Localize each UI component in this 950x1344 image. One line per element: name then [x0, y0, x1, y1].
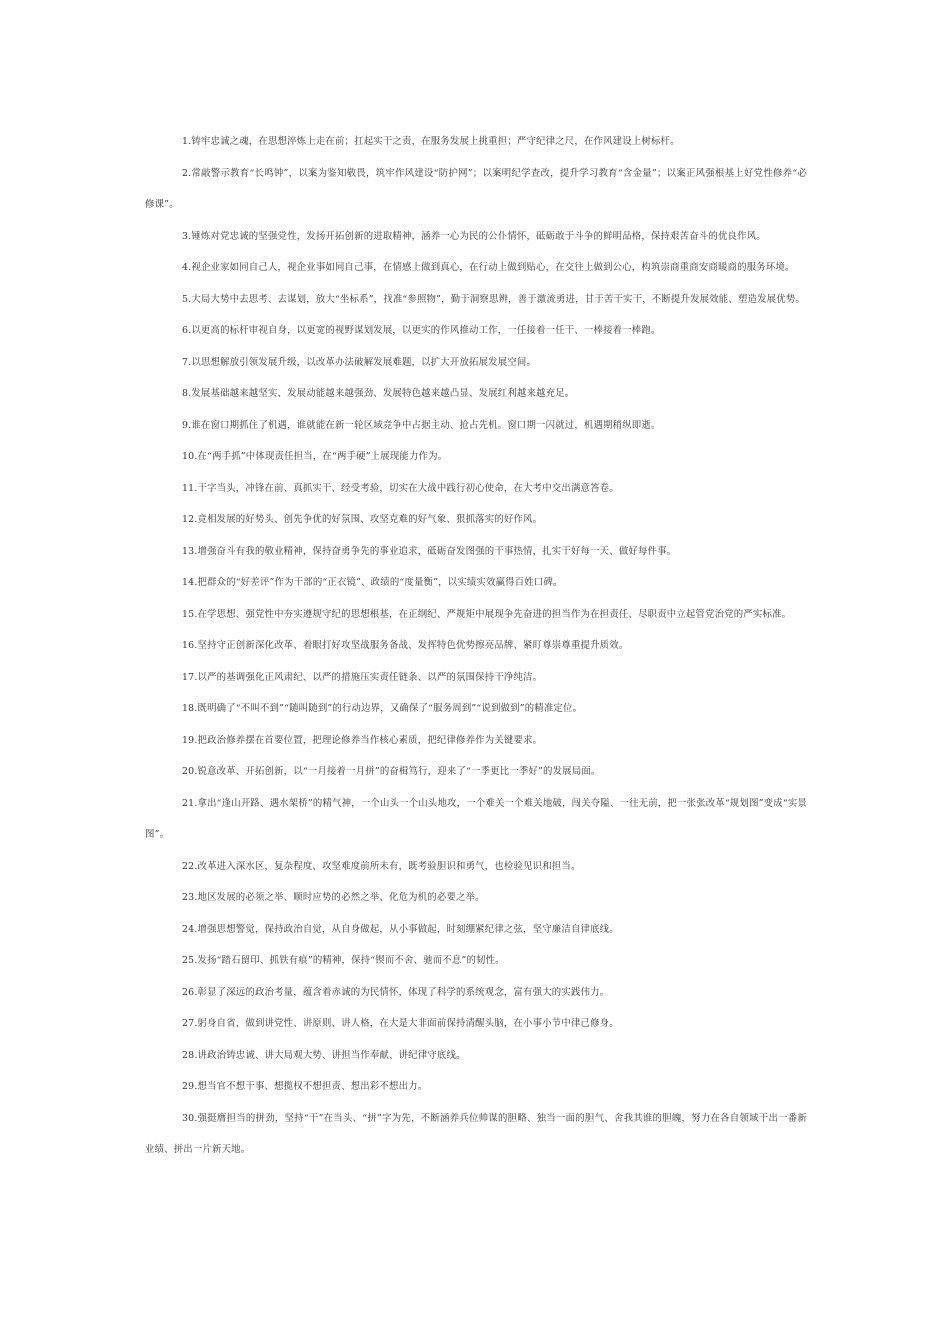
list-item: 1.铸牢忠诚之魂，在思想淬炼上走在前；扛起实干之责，在服务发展上挑重担；严守纪律之尺，在作风建设上树标杆。: [182, 136, 680, 147]
list-item: 2.常敲警示教育“长鸣钟”，以案为鉴知敬畏，筑牢作风建设“防护网”；以案明纪学查改，提升学习教育“含金量”；以案正风强根基上好党性修养“必修课”。: [145, 167, 807, 210]
list-item: 14.把群众的“好差评”作为干部的“正衣镜”、政绩的“度量衡”，以实绩实效赢得百姓口碑。: [182, 577, 563, 588]
list-item: 28.讲政治铸忠诚、讲大局观大势、讲担当作奉献、讲纪律守底线。: [182, 1049, 466, 1061]
list-item: 12.竞相发展的好势头、创先争优的好氛围、攻坚克难的好气象、狠抓落实的好作风。: [182, 514, 543, 525]
list-item: 8.发展基础越来越坚实、发展动能越来越强劲、发展特色越来越凸显、发展红利越来越充足。: [182, 388, 575, 399]
list-item: 18.既明确了“不叫不到”“随叫随到”的行动边界，又确保了“服务周到”“说到做到”的精准定位。: [182, 703, 583, 714]
list-item: 11.干字当头，冲锋在前、真抓实干、经受考验，切实在大战中践行初心使命，在大考中交出满意答卷。: [182, 482, 619, 494]
list-item: 20.锐意改革、开拓创新，以“一月接着一月拼”的奋楫笃行，迎来了“一季更比一季好”的发展局面。: [182, 766, 601, 777]
list-item: 26.彰显了深远的政治考量，蕴含着赤诚的为民情怀，体现了科学的系统观念，富有强大的实践伟力。: [182, 986, 610, 998]
list-item: 7.以思想解放引领发展升级，以改革办法破解发展难题，以扩大开放拓展发展空间。: [182, 356, 537, 368]
list-item: 22.改革进入深水区，复杂程度、攻坚难度前所未有，既考验胆识和勇气，也检验见识和担当。: [182, 860, 581, 872]
document-body: [145, 126, 807, 1166]
list-item: 27.躬身自省，做到讲党性、讲原则、讲人格，在大是大非面前保持清醒头脑，在小事小节中律己修身。: [182, 1018, 619, 1029]
list-item: 25.发扬“踏石留印、抓铁有痕”的精神，保持“锲而不舍、驰而不息”的韧性。: [182, 955, 505, 966]
list-item: 23.地区发展的必须之举、顺时应势的必然之举、化危为机的必要之举。: [182, 892, 485, 903]
list-item: 4.视企业家如同自己人，视企业事如同自己事，在情感上做到真心，在行动上做到贴心，在交往上做到公心，构筑崇商重商安商暖商的服务环境。: [182, 262, 795, 273]
list-item: 15.在学思想、强党性中夯实遵规守纪的思想根基，在正纲纪、严规矩中展现争先奋进的担当作为在担责任、尽职责中立起管党治党的严实标准。: [182, 608, 792, 620]
list-item: 29.想当官不想干事、想揽权不想担责、想出彩不想出力。: [182, 1081, 428, 1092]
list-item: 10.在“两手抓”中体现责任担当，在“两手硬”上展现能力作为。: [182, 451, 448, 462]
list-item: 19.把政治修养摆在首要位置，把理论修养当作核心素质，把纪律修养作为关键要求。: [182, 734, 543, 746]
list-item: 9.谁在窗口期抓住了机遇，谁就能在新一轮区域竞争中占据主动、抢占先机。窗口期一闪就过，机遇期稍纵即逝。: [182, 419, 661, 431]
list-item: 13.增强奋斗有我的敬业精神，保持奋勇争先的事业追求，砥砺奋发图强的干事热情，扎实干好每一天、做好每件事。: [182, 545, 677, 557]
list-item: 30.强挺膺担当的拼劲，坚持“干”在当头、“拼”字为先，不断涵养兵位帅谋的胆略、独当一面的胆气、舍我其谁的胆魄，努力在各自领域干出一番新业绩、拼出一片新天地。: [145, 1112, 807, 1155]
list-item: 24.增强思想警觉，保持政治自觉，从自身做起，从小事做起，时刻绷紧纪律之弦，坚守廉洁自律底线。: [182, 923, 619, 935]
list-item: 21.拿出“逢山开路、遇水架桥”的精气神，一个山头一个山头地攻，一个难关一个难关地破，闯关夺隘、一往无前，把一张张改革“规划图”变成“实景图”。: [145, 797, 807, 840]
list-item: 3.锤炼对党忠诚的坚强党性，发扬开拓创新的进取精神，涵养一心为民的公仆情怀，砥砺敢于斗争的鲜明品格，保持艰苦奋斗的优良作风。: [182, 230, 766, 242]
list-item: 17.以严的基调强化正风肃纪、以严的措施压实责任链条、以严的氛围保持干净纯洁。: [182, 671, 543, 683]
list-item: 6.以更高的标杆审视自身，以更宽的视野谋划发展，以更实的作风推动工作，一任接着一任干、一棒接着一棒跑。: [182, 325, 661, 336]
list-item: 5.大局大势中去思考、去谋划，放大“坐标系”，找准“参照物”，勤于洞察思辨，善于激流勇进，甘于苦干实干，不断提升发展效能、塑造发展优势。: [182, 293, 805, 305]
list-item: 16.坚持守正创新深化改革、着眼打好攻坚战服务备战、发挥特色优势擦亮品牌、紧盯尊崇尊重提升质效。: [182, 640, 629, 651]
